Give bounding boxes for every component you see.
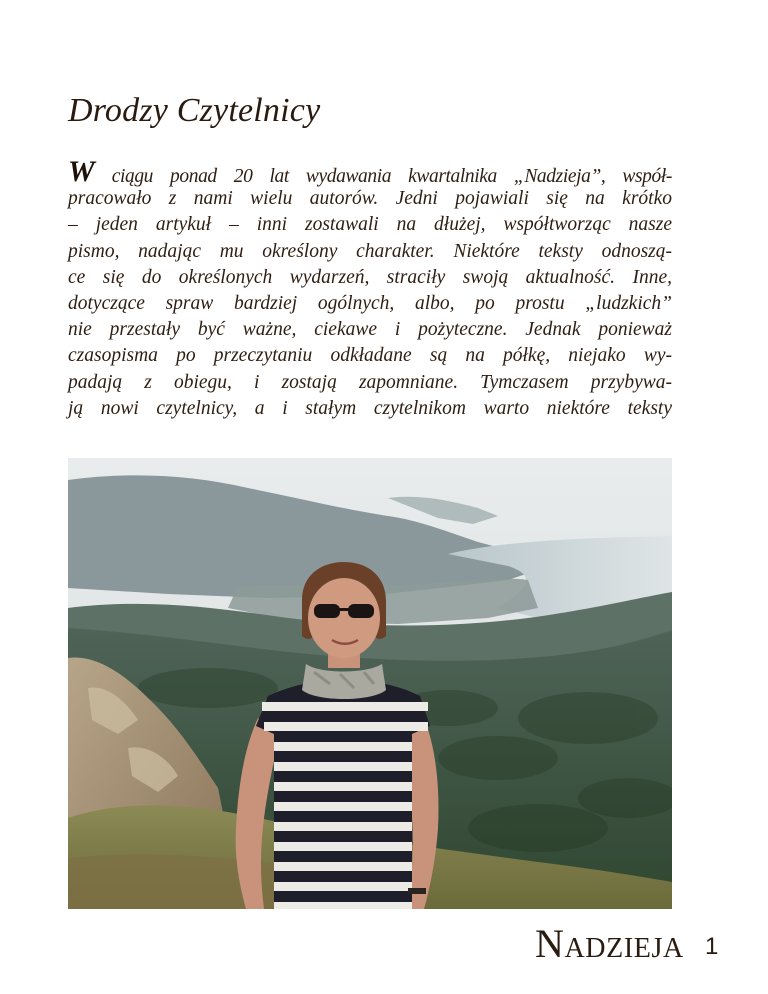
text-line-4: pismo, nadając mu określony charakter. Niektóre teksty odnoszą- xyxy=(68,240,672,262)
body-text xyxy=(68,155,672,422)
page-number: 1 xyxy=(705,933,719,960)
text-line-2: pracowało z nami wielu autorów. Jedni pojawiali się na krótko xyxy=(68,188,672,210)
drop-cap: W xyxy=(68,155,95,188)
text-line-9: padają z obiegu, i zostają zapomniane. Tymczasem przybywa- xyxy=(68,371,672,393)
text-line-1 xyxy=(68,155,672,188)
photo xyxy=(68,458,672,909)
running-head: Nadzieja xyxy=(535,921,684,966)
text-line-8: czasopisma po przeczytaniu odkładane są na półkę, niejako wy- xyxy=(68,345,672,367)
text-line-5: ce się do określonych wydarzeń, straciły swoją aktualność. Inne, xyxy=(68,266,672,288)
page-title: Drodzy Czytelnicy xyxy=(68,92,321,129)
text-line-6: dotyczące spraw bardziej ogólnych, albo, po prostu „ludzkich” xyxy=(68,292,672,314)
text-line-10: ją nowi czytelnicy, a i stałym czytelnikom warto niektóre teksty xyxy=(68,397,672,419)
text-line-1-rest: ciągu ponad 20 lat wydawania kwartalnika „Nadzieja”, współ- xyxy=(94,166,672,187)
text-line-7: nie przestały być ważne, ciekawe i pożyteczne. Jednak ponieważ xyxy=(68,319,672,341)
text-line-3: – jeden artykuł – inni zostawali na dłużej, współtworząc nasze xyxy=(68,214,672,236)
